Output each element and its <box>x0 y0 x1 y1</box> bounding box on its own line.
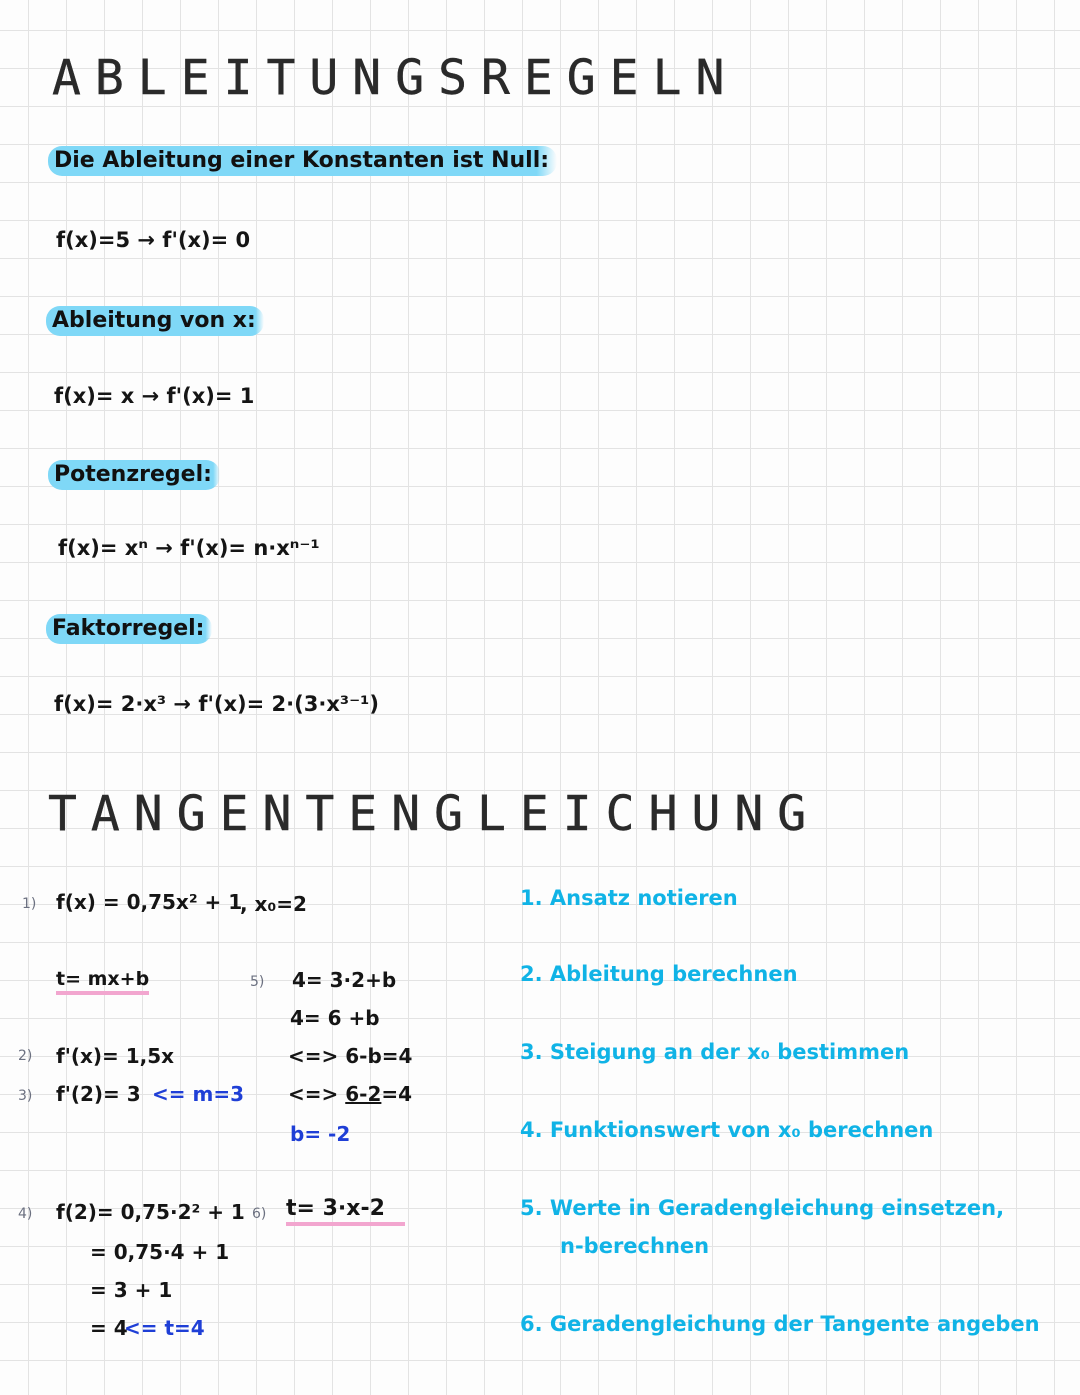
function-value-line2: = 0,75·4 + 1 <box>90 1240 230 1264</box>
slope-eval: f'(2)= 3 <box>56 1082 141 1106</box>
rule-formula-power: f(x)= xⁿ → f'(x)= n·xⁿ⁻¹ <box>58 536 320 560</box>
step-1: 1. Ansatz notieren <box>520 886 738 910</box>
solve-line4-underlined: 6-2 <box>345 1082 382 1106</box>
section-title-tangent: TANGENTENGLEICHUNG <box>48 786 821 842</box>
rule-heading-power: Potenzregel: <box>48 460 220 490</box>
solve-line4-prefix: <=> <box>288 1082 346 1106</box>
step-4: 4. Funktionswert von x₀ berechnen <box>520 1118 934 1142</box>
step-number-5: 5) <box>250 974 265 990</box>
rule-formula-x: f(x)= x → f'(x)= 1 <box>54 384 255 408</box>
step-number-4: 4) <box>18 1206 33 1222</box>
function-value-result: <= t=4 <box>124 1316 205 1340</box>
step-6: 6. Geradengleichung der Tangente angeben <box>520 1312 1040 1336</box>
step-number-6: 6) <box>252 1206 267 1222</box>
function-value-line3: = 3 + 1 <box>90 1278 173 1302</box>
solve-line2: 4= 6 +b <box>290 1006 380 1030</box>
derivative: f'(x)= 1,5x <box>56 1044 175 1068</box>
solve-line1: 4= 3·2+b <box>292 968 397 992</box>
rule-formula-factor: f(x)= 2·x³ → f'(x)= 2·(3·x³⁻¹) <box>54 692 379 716</box>
solve-line3: <=> 6-b=4 <box>288 1044 413 1068</box>
slope-result: <= m=3 <box>152 1082 244 1106</box>
step-number-1: 1) <box>22 896 37 912</box>
step-5-cont: n-berechnen <box>560 1234 710 1258</box>
rule-heading-x: Ableitung von x: <box>46 306 264 336</box>
step-number-2: 2) <box>18 1048 33 1064</box>
step-5: 5. Werte in Geradengleichung einsetzen, <box>520 1196 1005 1220</box>
rule-formula-constant: f(x)=5 → f'(x)= 0 <box>56 228 251 252</box>
function-value: f(2)= 0,75·2² + 1 <box>56 1200 245 1224</box>
solve-result: b= -2 <box>290 1122 351 1146</box>
tangent-form: t= mx+b <box>56 968 149 995</box>
solve-line4 <box>288 1082 412 1106</box>
page-title: ABLEITUNGSREGELN <box>52 50 739 106</box>
step-2: 2. Ableitung berechnen <box>520 962 798 986</box>
function-value-line4: = 4 <box>90 1316 128 1340</box>
step-number-3: 3) <box>18 1088 33 1104</box>
example-function: f(x) = 0,75x² + 1 <box>56 890 243 914</box>
rule-heading-factor: Faktorregel: <box>46 614 212 644</box>
example-x0: , x₀=2 <box>240 892 307 916</box>
step-3: 3. Steigung an der x₀ bestimmen <box>520 1040 910 1064</box>
solve-line4-suffix: =4 <box>381 1082 413 1106</box>
final-tangent: t= 3·x-2 <box>286 1196 405 1226</box>
rule-heading-constant: Die Ableitung einer Konstanten ist Null: <box>48 146 557 176</box>
